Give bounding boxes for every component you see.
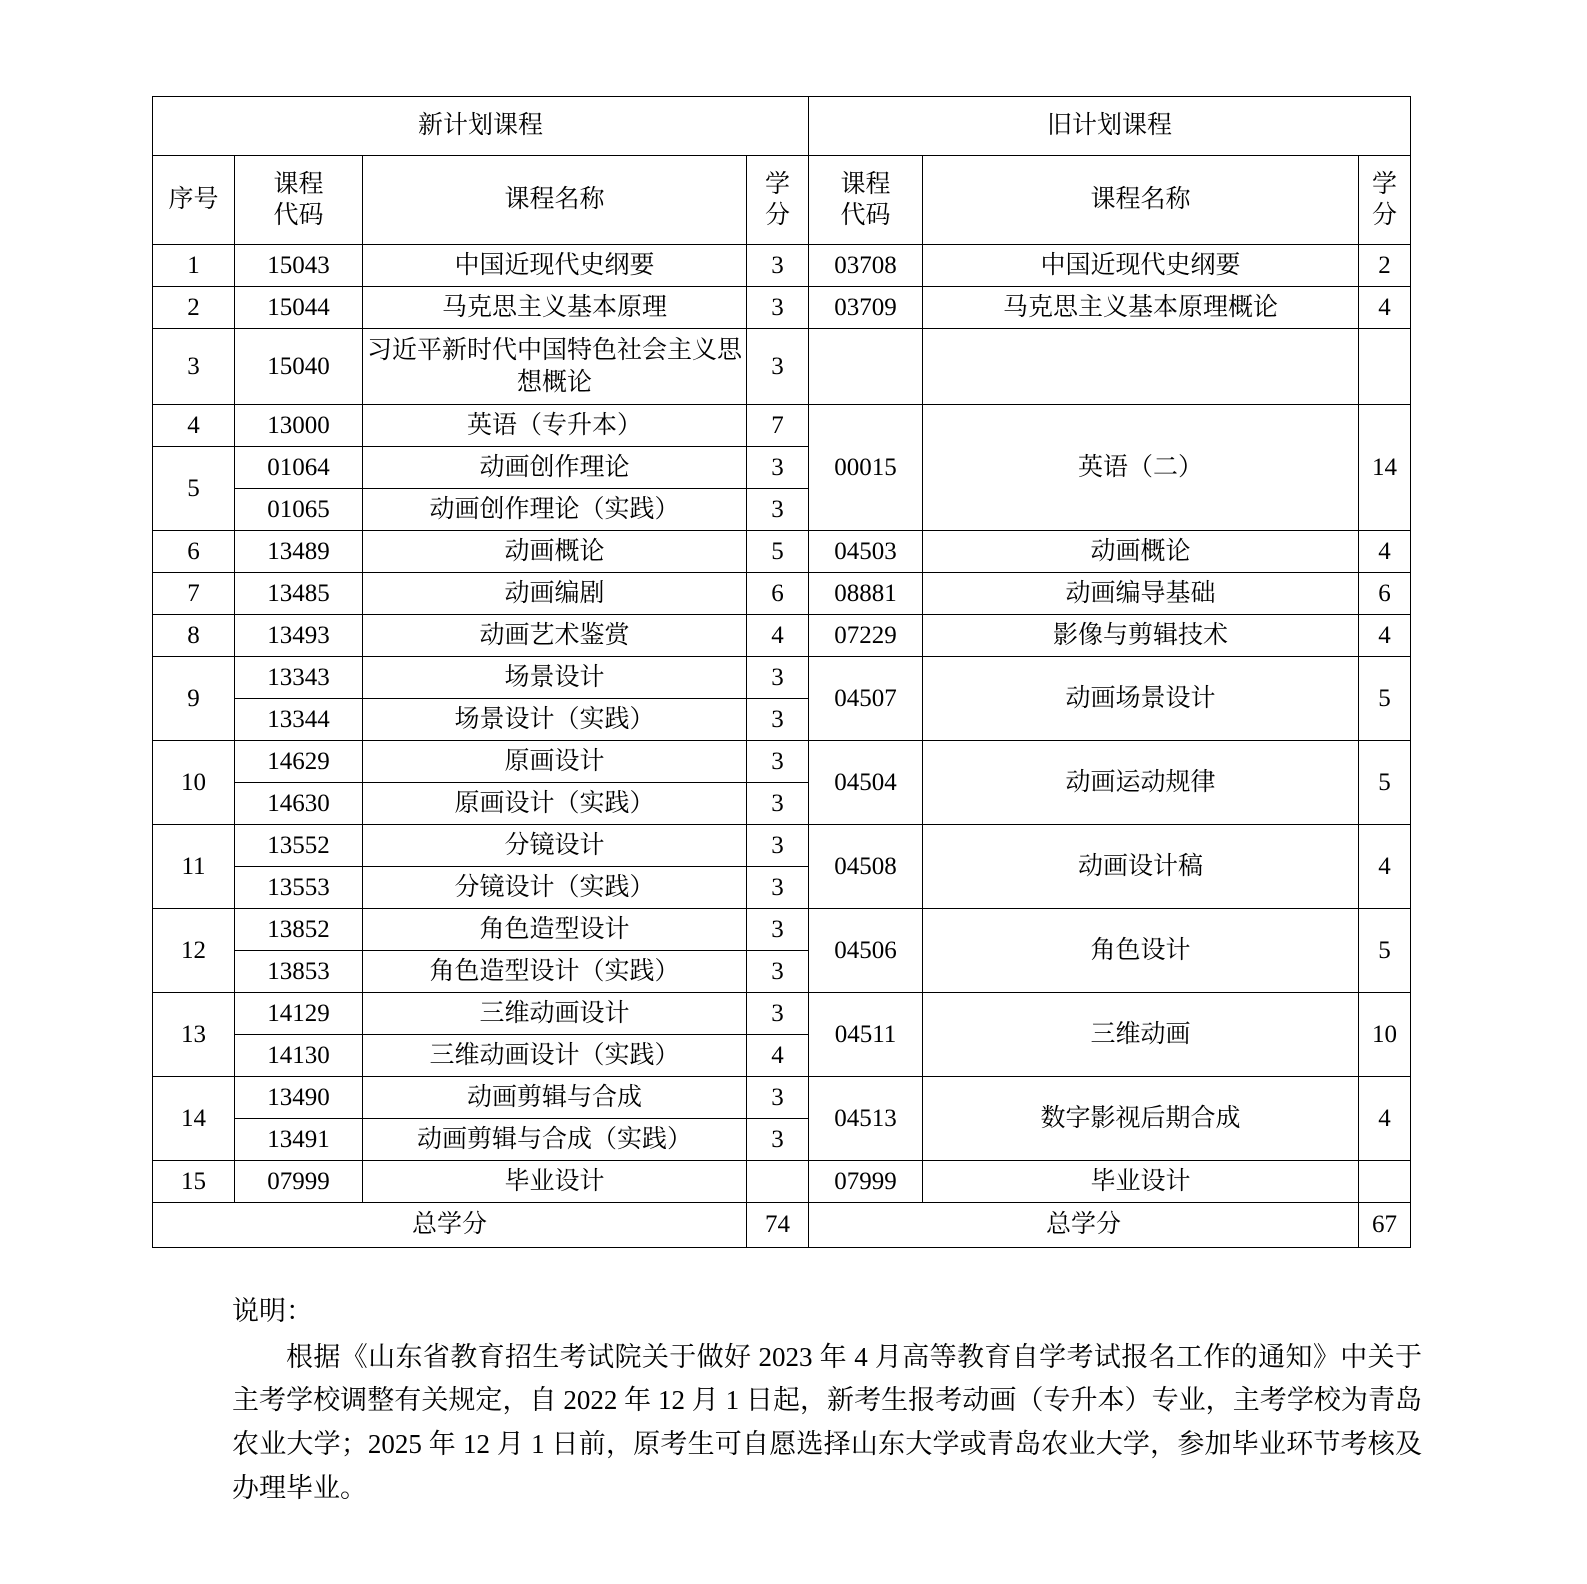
cell-new-credit: 3 — [747, 909, 809, 951]
cell-new-credit: 5 — [747, 531, 809, 573]
cell-old-credit: 4 — [1359, 1077, 1411, 1161]
table-row — [153, 287, 1411, 329]
cell-new-code: 13553 — [235, 867, 363, 909]
notes-body: 根据《山东省教育招生考试院关于做好 2023 年 4 月高等教育自学考试报名工作的通知》中关于主考学校调整有关规定，自 2022 年 12 月 1 日起，新考生报考动画（专升本）专业，主考学校为青岛农业大学；2025 年 12 月 1 日前，原考生可自愿选择山东大学或青岛农业大学，参加毕业环节考核及办理毕业。 — [232, 1341, 1422, 1503]
cell-new-code: 15040 — [235, 329, 363, 405]
cell-new-code: 01065 — [235, 489, 363, 531]
cell-seq: 10 — [153, 741, 235, 825]
cell-new-code: 14629 — [235, 741, 363, 783]
cell-old-name: 动画设计稿 — [923, 825, 1359, 909]
table-row — [153, 909, 1411, 951]
cell-new-name: 角色造型设计 — [363, 909, 747, 951]
cell-old-code: 04503 — [809, 531, 923, 573]
cell-new-code: 13485 — [235, 573, 363, 615]
cell-new-code: 13552 — [235, 825, 363, 867]
cell-new-name: 分镜设计 — [363, 825, 747, 867]
cell-new-code: 13344 — [235, 699, 363, 741]
table-row — [153, 531, 1411, 573]
cell-old-code: 00015 — [809, 405, 923, 531]
cell-old-code: 07999 — [809, 1161, 923, 1203]
cell-new-name: 动画艺术鉴赏 — [363, 615, 747, 657]
summary-total-old: 67 — [1359, 1203, 1411, 1248]
cell-new-credit: 3 — [747, 287, 809, 329]
cell-new-code: 07999 — [235, 1161, 363, 1203]
col-header-old-credit-line2: 分 — [1372, 202, 1398, 229]
cell-seq: 15 — [153, 1161, 235, 1203]
cell-old-code: 07229 — [809, 615, 923, 657]
cell-seq: 7 — [153, 573, 235, 615]
cell-new-name: 毕业设计 — [363, 1161, 747, 1203]
cell-new-name: 英语（专升本） — [363, 405, 747, 447]
cell-old-name: 三维动画 — [923, 993, 1359, 1077]
cell-old-credit: 5 — [1359, 909, 1411, 993]
cell-old-name — [923, 329, 1359, 405]
cell-new-name: 马克思主义基本原理 — [363, 287, 747, 329]
cell-new-name: 动画创作理论（实践） — [363, 489, 747, 531]
cell-old-name: 动画场景设计 — [923, 657, 1359, 741]
cell-new-name: 习近平新时代中国特色社会主义思想概论 — [363, 329, 747, 405]
table-column-header-row — [153, 156, 1411, 245]
cell-old-code: 04507 — [809, 657, 923, 741]
table-row — [153, 741, 1411, 783]
cell-new-code: 13493 — [235, 615, 363, 657]
cell-seq: 11 — [153, 825, 235, 909]
cell-new-code: 14130 — [235, 1035, 363, 1077]
cell-seq: 13 — [153, 993, 235, 1077]
cell-seq: 5 — [153, 447, 235, 531]
cell-old-credit: 14 — [1359, 405, 1411, 531]
col-header-old-code — [809, 156, 923, 245]
table-row — [153, 573, 1411, 615]
cell-new-name: 场景设计 — [363, 657, 747, 699]
cell-new-credit — [747, 1161, 809, 1203]
cell-new-name: 动画概论 — [363, 531, 747, 573]
col-header-new-credit — [747, 156, 809, 245]
cell-old-name: 英语（二） — [923, 405, 1359, 531]
cell-new-code: 15043 — [235, 245, 363, 287]
col-header-new-code — [235, 156, 363, 245]
cell-seq: 12 — [153, 909, 235, 993]
cell-new-credit: 3 — [747, 657, 809, 699]
cell-new-name: 原画设计（实践） — [363, 783, 747, 825]
cell-old-credit: 10 — [1359, 993, 1411, 1077]
col-header-new-credit-line2: 分 — [765, 202, 791, 229]
table-row — [153, 1161, 1411, 1203]
cell-old-name: 动画概论 — [923, 531, 1359, 573]
cell-new-name: 动画剪辑与合成 — [363, 1077, 747, 1119]
cell-old-code: 04511 — [809, 993, 923, 1077]
col-header-seq: 序号 — [153, 156, 235, 245]
cell-new-credit: 4 — [747, 615, 809, 657]
cell-new-credit: 3 — [747, 1119, 809, 1161]
col-header-old-code-line1: 课程 — [840, 170, 891, 198]
cell-old-code: 04508 — [809, 825, 923, 909]
cell-new-code: 13489 — [235, 531, 363, 573]
cell-old-credit — [1359, 1161, 1411, 1203]
notes-section — [152, 1290, 1422, 1511]
table-row — [153, 245, 1411, 287]
cell-old-credit: 5 — [1359, 657, 1411, 741]
col-header-old-name: 课程名称 — [923, 156, 1359, 245]
cell-old-code: 03708 — [809, 245, 923, 287]
cell-new-code: 14630 — [235, 783, 363, 825]
group-header-new-plan: 新计划课程 — [153, 97, 809, 156]
cell-old-credit: 4 — [1359, 287, 1411, 329]
table-row — [153, 993, 1411, 1035]
cell-new-code: 13852 — [235, 909, 363, 951]
cell-new-credit: 3 — [747, 993, 809, 1035]
cell-new-name: 原画设计 — [363, 741, 747, 783]
table-row — [153, 825, 1411, 867]
cell-old-credit: 4 — [1359, 615, 1411, 657]
cell-new-name: 三维动画设计（实践） — [363, 1035, 747, 1077]
table-summary-row — [153, 1203, 1411, 1248]
cell-new-name: 三维动画设计 — [363, 993, 747, 1035]
group-header-old-plan: 旧计划课程 — [809, 97, 1411, 156]
cell-new-code: 15044 — [235, 287, 363, 329]
cell-old-credit — [1359, 329, 1411, 405]
table-row — [153, 657, 1411, 699]
cell-new-credit: 3 — [747, 245, 809, 287]
cell-new-credit: 3 — [747, 867, 809, 909]
col-header-new-name: 课程名称 — [363, 156, 747, 245]
cell-old-credit: 4 — [1359, 825, 1411, 909]
col-header-old-code-line2: 代码 — [840, 202, 891, 229]
cell-seq: 14 — [153, 1077, 235, 1161]
summary-total-new: 74 — [747, 1203, 809, 1248]
cell-old-name: 数字影视后期合成 — [923, 1077, 1359, 1161]
cell-seq: 9 — [153, 657, 235, 741]
cell-old-credit: 4 — [1359, 531, 1411, 573]
cell-old-credit: 5 — [1359, 741, 1411, 825]
summary-label-new: 总学分 — [153, 1203, 747, 1248]
cell-new-name: 角色造型设计（实践） — [363, 951, 747, 993]
cell-old-name: 角色设计 — [923, 909, 1359, 993]
cell-seq: 6 — [153, 531, 235, 573]
cell-old-name: 马克思主义基本原理概论 — [923, 287, 1359, 329]
cell-new-code: 13490 — [235, 1077, 363, 1119]
cell-seq: 2 — [153, 287, 235, 329]
cell-new-credit: 3 — [747, 699, 809, 741]
cell-old-name: 动画编导基础 — [923, 573, 1359, 615]
cell-seq: 1 — [153, 245, 235, 287]
cell-new-name: 动画创作理论 — [363, 447, 747, 489]
cell-new-credit: 6 — [747, 573, 809, 615]
cell-new-credit: 3 — [747, 783, 809, 825]
cell-new-code: 13000 — [235, 405, 363, 447]
cell-new-name: 动画编剧 — [363, 573, 747, 615]
cell-old-credit: 2 — [1359, 245, 1411, 287]
cell-old-code: 08881 — [809, 573, 923, 615]
cell-new-credit: 4 — [747, 1035, 809, 1077]
cell-old-code: 04513 — [809, 1077, 923, 1161]
cell-old-name: 毕业设计 — [923, 1161, 1359, 1203]
cell-old-code: 04504 — [809, 741, 923, 825]
cell-old-code: 04506 — [809, 909, 923, 993]
cell-new-credit: 3 — [747, 447, 809, 489]
cell-new-credit: 3 — [747, 741, 809, 783]
cell-old-name: 中国近现代史纲要 — [923, 245, 1359, 287]
col-header-old-credit-line1: 学 — [1372, 170, 1398, 198]
cell-new-credit: 3 — [747, 489, 809, 531]
cell-new-name: 场景设计（实践） — [363, 699, 747, 741]
col-header-new-code-line2: 代码 — [273, 202, 324, 229]
cell-new-code: 13491 — [235, 1119, 363, 1161]
table-row — [153, 329, 1411, 405]
cell-new-credit: 3 — [747, 825, 809, 867]
cell-old-code — [809, 329, 923, 405]
table-group-header-row — [153, 97, 1411, 156]
cell-new-credit: 3 — [747, 951, 809, 993]
cell-new-code: 13343 — [235, 657, 363, 699]
cell-old-name: 动画运动规律 — [923, 741, 1359, 825]
cell-new-credit: 3 — [747, 329, 809, 405]
cell-new-code: 01064 — [235, 447, 363, 489]
col-header-old-credit — [1359, 156, 1411, 245]
cell-new-name: 动画剪辑与合成（实践） — [363, 1119, 747, 1161]
summary-label-old: 总学分 — [809, 1203, 1359, 1248]
cell-seq: 3 — [153, 329, 235, 405]
notes-title: 说明： — [232, 1296, 313, 1326]
cell-new-credit: 7 — [747, 405, 809, 447]
table-row — [153, 405, 1411, 447]
cell-new-code: 14129 — [235, 993, 363, 1035]
cell-old-name: 影像与剪辑技术 — [923, 615, 1359, 657]
cell-seq: 8 — [153, 615, 235, 657]
table-row — [153, 615, 1411, 657]
cell-new-credit: 3 — [747, 1077, 809, 1119]
cell-old-credit: 6 — [1359, 573, 1411, 615]
table-row — [153, 1077, 1411, 1119]
course-comparison-table — [152, 96, 1411, 1248]
col-header-new-credit-line1: 学 — [765, 170, 791, 198]
cell-new-name: 分镜设计（实践） — [363, 867, 747, 909]
cell-new-name: 中国近现代史纲要 — [363, 245, 747, 287]
col-header-new-code-line1: 课程 — [273, 170, 324, 198]
cell-old-code: 03709 — [809, 287, 923, 329]
cell-new-code: 13853 — [235, 951, 363, 993]
cell-seq: 4 — [153, 405, 235, 447]
